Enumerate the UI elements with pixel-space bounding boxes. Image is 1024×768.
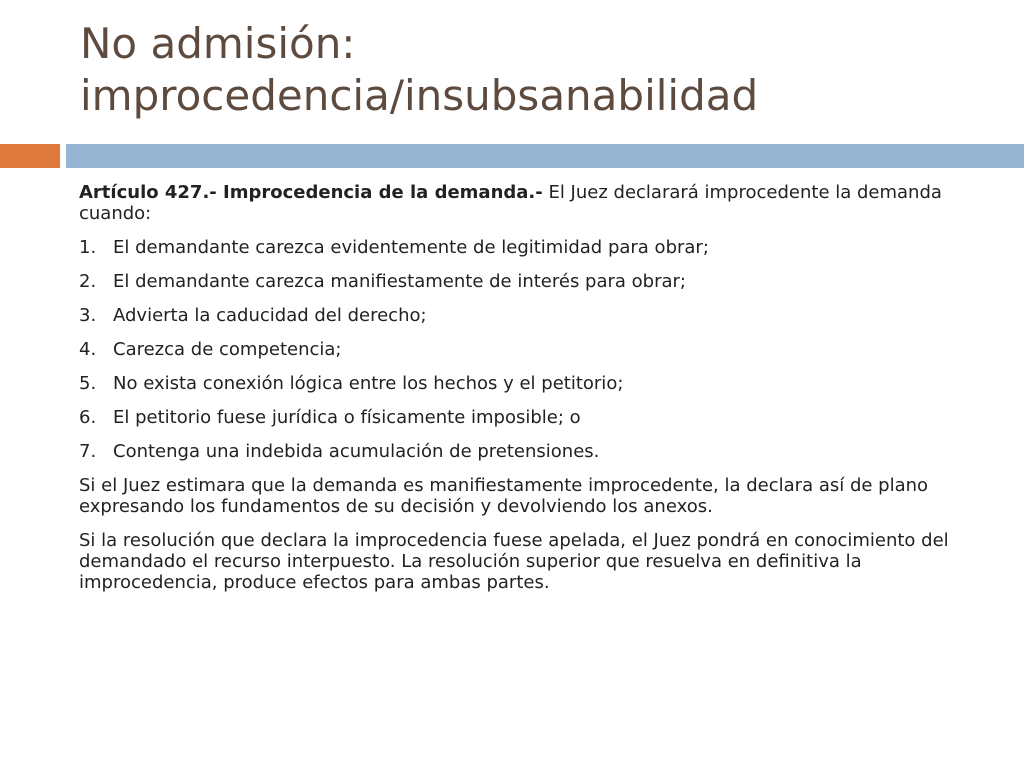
- list-item-text: Advierta la caducidad del derecho;: [113, 305, 427, 326]
- slide-body: [79, 182, 979, 606]
- slide-title-line-2: improcedencia/insubsanabilidad: [80, 71, 759, 120]
- list-item-number: 7.: [79, 441, 97, 462]
- list-item: [79, 305, 979, 326]
- list-item-text: Contenga una indebida acumulación de pretensiones.: [113, 441, 600, 462]
- list-item: [79, 339, 979, 360]
- appeal-paragraph: Si la resolución que declara la improcedencia fuese apelada, el Juez pondrá en conocimiento del demandado el recurso interpuesto. La resolución superior que resuelva en definitiva la improcedencia, produce efectos para ambas partes.: [79, 530, 949, 593]
- accent-bar-orange: [0, 144, 60, 168]
- list-item: [79, 441, 979, 462]
- list-item-text: No exista conexión lógica entre los hechos y el petitorio;: [113, 373, 624, 394]
- list-item-text: El demandante carezca evidentemente de legitimidad para obrar;: [113, 237, 709, 258]
- article-heading: Artículo 427.- Improcedencia de la demanda.-: [79, 182, 543, 203]
- list-item: [79, 373, 979, 394]
- improcedence-paragraph: Si el Juez estimara que la demanda es manifiestamente improcedente, la declara así de plano expresando los fundamentos de su decisión y devolviendo los anexos.: [79, 475, 929, 517]
- slide-title: [80, 18, 980, 122]
- list-item-number: 2.: [79, 271, 97, 292]
- article-paragraph: [79, 182, 979, 224]
- requirements-list: [79, 237, 979, 462]
- list-item: [79, 237, 979, 258]
- list-item-text: El demandante carezca manifiestamente de interés para obrar;: [113, 271, 686, 292]
- list-item: [79, 407, 979, 428]
- list-item: [79, 271, 979, 292]
- list-item-number: 1.: [79, 237, 97, 258]
- list-item-number: 4.: [79, 339, 97, 360]
- article-intro: El Juez declarará improcedente la demanda cuando:: [79, 182, 942, 224]
- accent-bar-blue: [66, 144, 1024, 168]
- list-item-text: Carezca de competencia;: [113, 339, 342, 360]
- list-item-number: 3.: [79, 305, 97, 326]
- list-item-text: El petitorio fuese jurídica o físicamente imposible; o: [113, 407, 581, 428]
- slide-title-line-1: No admisión:: [80, 19, 356, 68]
- list-item-number: 5.: [79, 373, 97, 394]
- list-item-number: 6.: [79, 407, 97, 428]
